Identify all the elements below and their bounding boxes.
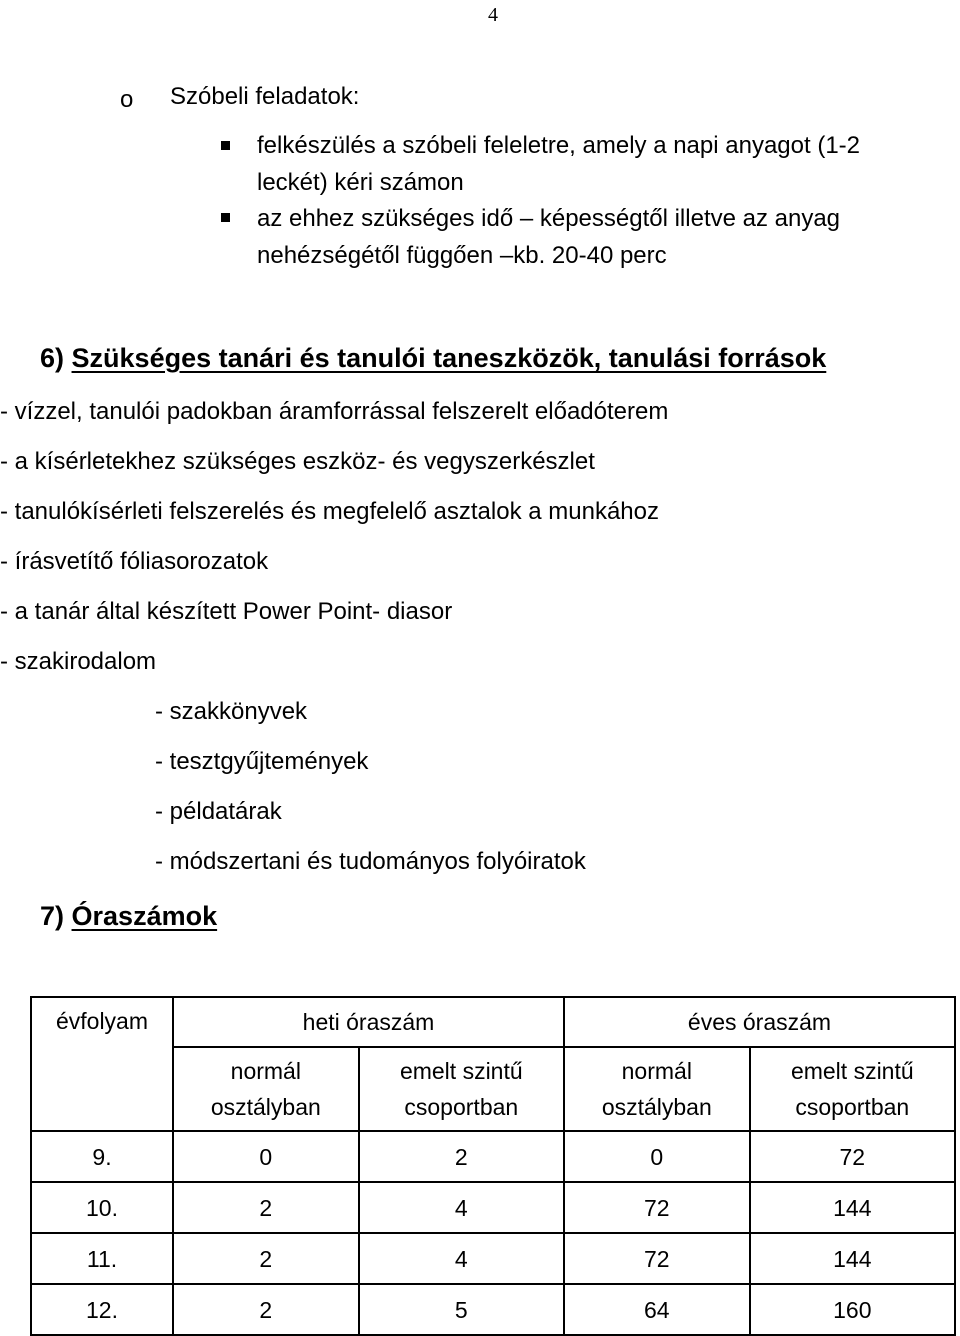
cell-weekly-advanced: 5 (359, 1284, 564, 1335)
cell-yearly-advanced: 72 (750, 1131, 955, 1182)
header-year: évfolyam (31, 997, 173, 1131)
cell-weekly-advanced: 4 (359, 1182, 564, 1233)
list-item: - vízzel, tanulói padokban áramforrással felszerelt előadóterem (0, 398, 669, 425)
oral-heading: Szóbeli feladatok: (170, 83, 360, 110)
circle-bullet-icon: o (120, 86, 134, 113)
table-row (31, 1284, 955, 1335)
cell-yearly-advanced: 160 (750, 1284, 955, 1335)
sub-list-item: - példatárak (155, 798, 282, 825)
sub-list-item: - tesztgyűjtemények (155, 748, 369, 775)
cell-weekly-normal: 2 (173, 1182, 359, 1233)
cell-yearly-normal: 72 (564, 1233, 750, 1284)
oral-item-1-line-2: leckét) kéri számon (257, 169, 464, 196)
cell-year: 10. (31, 1182, 173, 1233)
section-7-number: 7) (40, 901, 65, 931)
cell-weekly-advanced: 4 (359, 1233, 564, 1284)
list-item: - a kísérletekhez szükséges eszköz- és vegyszerkészlet (0, 448, 595, 475)
list-item: - a tanár által készített Power Point- diasor (0, 598, 453, 625)
cell-yearly-advanced: 144 (750, 1233, 955, 1284)
page-number: 4 (488, 4, 498, 26)
cell-year: 12. (31, 1284, 173, 1335)
sub-list-item: - módszertani és tudományos folyóiratok (155, 848, 586, 875)
cell-weekly-normal: 2 (173, 1233, 359, 1284)
table-row (31, 1182, 955, 1233)
list-item: - tanulókísérleti felszerelés és megfelelő asztalok a munkához (0, 498, 659, 525)
subheader-weekly-normal: normál osztályban (173, 1047, 359, 1131)
oral-item-1-line-1: felkészülés a szóbeli feleletre, amely a napi anyagot (1-2 (257, 132, 860, 159)
list-item: - írásvetítő fóliasorozatok (0, 548, 269, 575)
oral-item-2-line-2: nehézségétől függően –kb. 20-40 perc (257, 242, 667, 269)
square-bullet-icon (221, 213, 230, 222)
section-7-title: Óraszámok (71, 901, 218, 931)
cell-weekly-normal: 2 (173, 1284, 359, 1335)
subheader-yearly-advanced: emelt szintű csoportban (750, 1047, 955, 1131)
cell-year: 11. (31, 1233, 173, 1284)
table-row (31, 1233, 955, 1284)
subheader-yearly-normal: normál osztályban (564, 1047, 750, 1131)
table-row (31, 1131, 955, 1182)
cell-yearly-normal: 64 (564, 1284, 750, 1335)
list-item: - szakirodalom (0, 648, 157, 675)
cell-yearly-normal: 0 (564, 1131, 750, 1182)
section-6-number: 6) (40, 343, 65, 373)
cell-yearly-normal: 72 (564, 1182, 750, 1233)
cell-weekly-normal: 0 (173, 1131, 359, 1182)
header-yearly: éves óraszám (564, 997, 955, 1047)
table-header-row (31, 997, 955, 1047)
section-7-heading (40, 900, 217, 932)
subheader-weekly-advanced: emelt szintű csoportban (359, 1047, 564, 1131)
hours-table (30, 996, 956, 1336)
section-6-heading (40, 342, 826, 374)
cell-weekly-advanced: 2 (359, 1131, 564, 1182)
cell-year: 9. (31, 1131, 173, 1182)
cell-yearly-advanced: 144 (750, 1182, 955, 1233)
section-6-title: Szükséges tanári és tanulói taneszközök, tanulási források (71, 343, 827, 373)
sub-list-item: - szakkönyvek (155, 698, 308, 725)
oral-item-2-line-1: az ehhez szükséges idő – képességtől illetve az anyag (257, 205, 841, 232)
header-weekly: heti óraszám (173, 997, 564, 1047)
square-bullet-icon (221, 141, 230, 150)
